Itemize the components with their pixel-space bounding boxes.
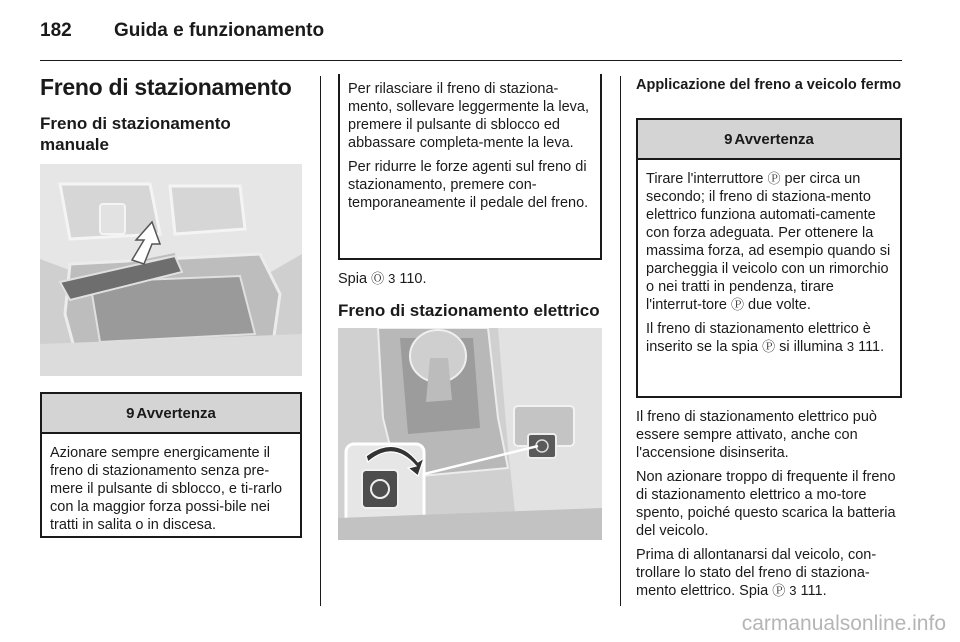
release-paragraph: Per rilasciare il freno di staziona-mento, sollevare leggermente la leva, premere il pulsante di sblocco ed abbassare completa-mente la leva. — [348, 81, 589, 151]
page-ref-arrow-icon: 3 — [789, 583, 797, 598]
brake-force-paragraph: Per ridurre le forze agenti sul freno di stazionamento, premere con-temporaneamente il pedale del freno. — [348, 159, 589, 211]
parking-brake-lamp-icon: Ⓟ — [762, 339, 776, 354]
lamp-status-text — [646, 320, 892, 356]
electric-brake-title: Freno di stazionamento elettrico — [338, 301, 600, 320]
brake-warning-lamp-icon: Ⓞ — [371, 271, 385, 286]
header-divider — [40, 60, 902, 61]
lamp-text-b: si illumina — [779, 339, 843, 355]
column-divider-right — [620, 76, 621, 606]
switch-instructions — [646, 170, 892, 314]
applying-brake-heading: Applicazione del freno a veicolo fermo — [636, 77, 902, 93]
page-number: 182 — [40, 20, 72, 41]
section-title: Freno di stazionamento — [40, 74, 292, 100]
warning-box-electric — [636, 118, 902, 398]
chapter-title: Guida e funzionamento — [114, 20, 325, 41]
parking-brake-switch-icon: Ⓟ — [767, 171, 781, 186]
lamp-page-ref: 111. — [858, 339, 885, 355]
warning-header-electric — [638, 120, 900, 160]
warning-triangle-icon: 9 — [724, 130, 733, 148]
warning-title: Avvertenza — [136, 404, 216, 422]
lamp-text-a: Il freno di stazionamento elettrico è inserito se la spia — [646, 321, 871, 355]
always-activatable-paragraph: Il freno di stazionamento elettrico può essere sempre attivato, anche con l'accensione disinserita. — [636, 409, 877, 461]
check-status-page-ref: 111. — [800, 583, 827, 599]
manual-handbrake-illustration — [40, 164, 302, 376]
page-ref-arrow-icon: 3 — [846, 339, 855, 354]
spia-reference — [338, 270, 602, 294]
spia-label: Spia — [338, 271, 368, 287]
battery-warning-paragraph: Non azionare troppo di frequente il freno di stazionamento elettrico a mo-tore spento, poiché questo scarica la batteria del veicolo. — [636, 469, 896, 539]
switch-text-a: Tirare l'interruttore — [646, 171, 764, 187]
spia-page-ref: 110. — [399, 271, 427, 287]
switch-text-c: due volte. — [748, 297, 811, 313]
parking-brake-lamp-icon: Ⓟ — [772, 583, 786, 598]
electric-brake-notes — [636, 408, 904, 606]
watermark: carmanualsonline.info — [741, 612, 946, 635]
parking-brake-switch-icon: Ⓟ — [730, 297, 744, 312]
warning-triangle-icon: 9 — [126, 404, 135, 422]
warning-header — [42, 394, 300, 434]
column-divider-left — [320, 76, 321, 606]
electric-brake-illustration — [338, 328, 602, 540]
subsection-title: Freno di stazionamento manuale — [40, 114, 231, 154]
page-header — [40, 20, 902, 50]
check-status-text: Prima di allontanarsi dal veicolo, con-trollare lo stato del freno di staziona-mento elettrico. Spia — [636, 547, 877, 599]
warning-title-electric: Avvertenza — [734, 130, 814, 148]
release-instructions-box — [338, 74, 602, 260]
check-status-paragraph — [636, 546, 904, 600]
page-ref-arrow-icon: 3 — [388, 271, 396, 286]
warning-box-manual — [40, 392, 302, 538]
switch-text-b: per circa un secondo; il freno di staziona-mento elettrico funziona automati-camente con forza adeguata. Per ottenere la massima forza, ad esempio quando si parcheggia il veicolo con un rimorchio o nei tratti in pendenza, tirare l'interrut-tore — [646, 171, 891, 313]
warning-text: Azionare sempre energicamente il freno di stazionamento senza pre-mere il pulsante di sblocco, e ti-rarlo con la maggior forza possi-bile nei tratti in salita o in discesa. — [50, 445, 283, 533]
